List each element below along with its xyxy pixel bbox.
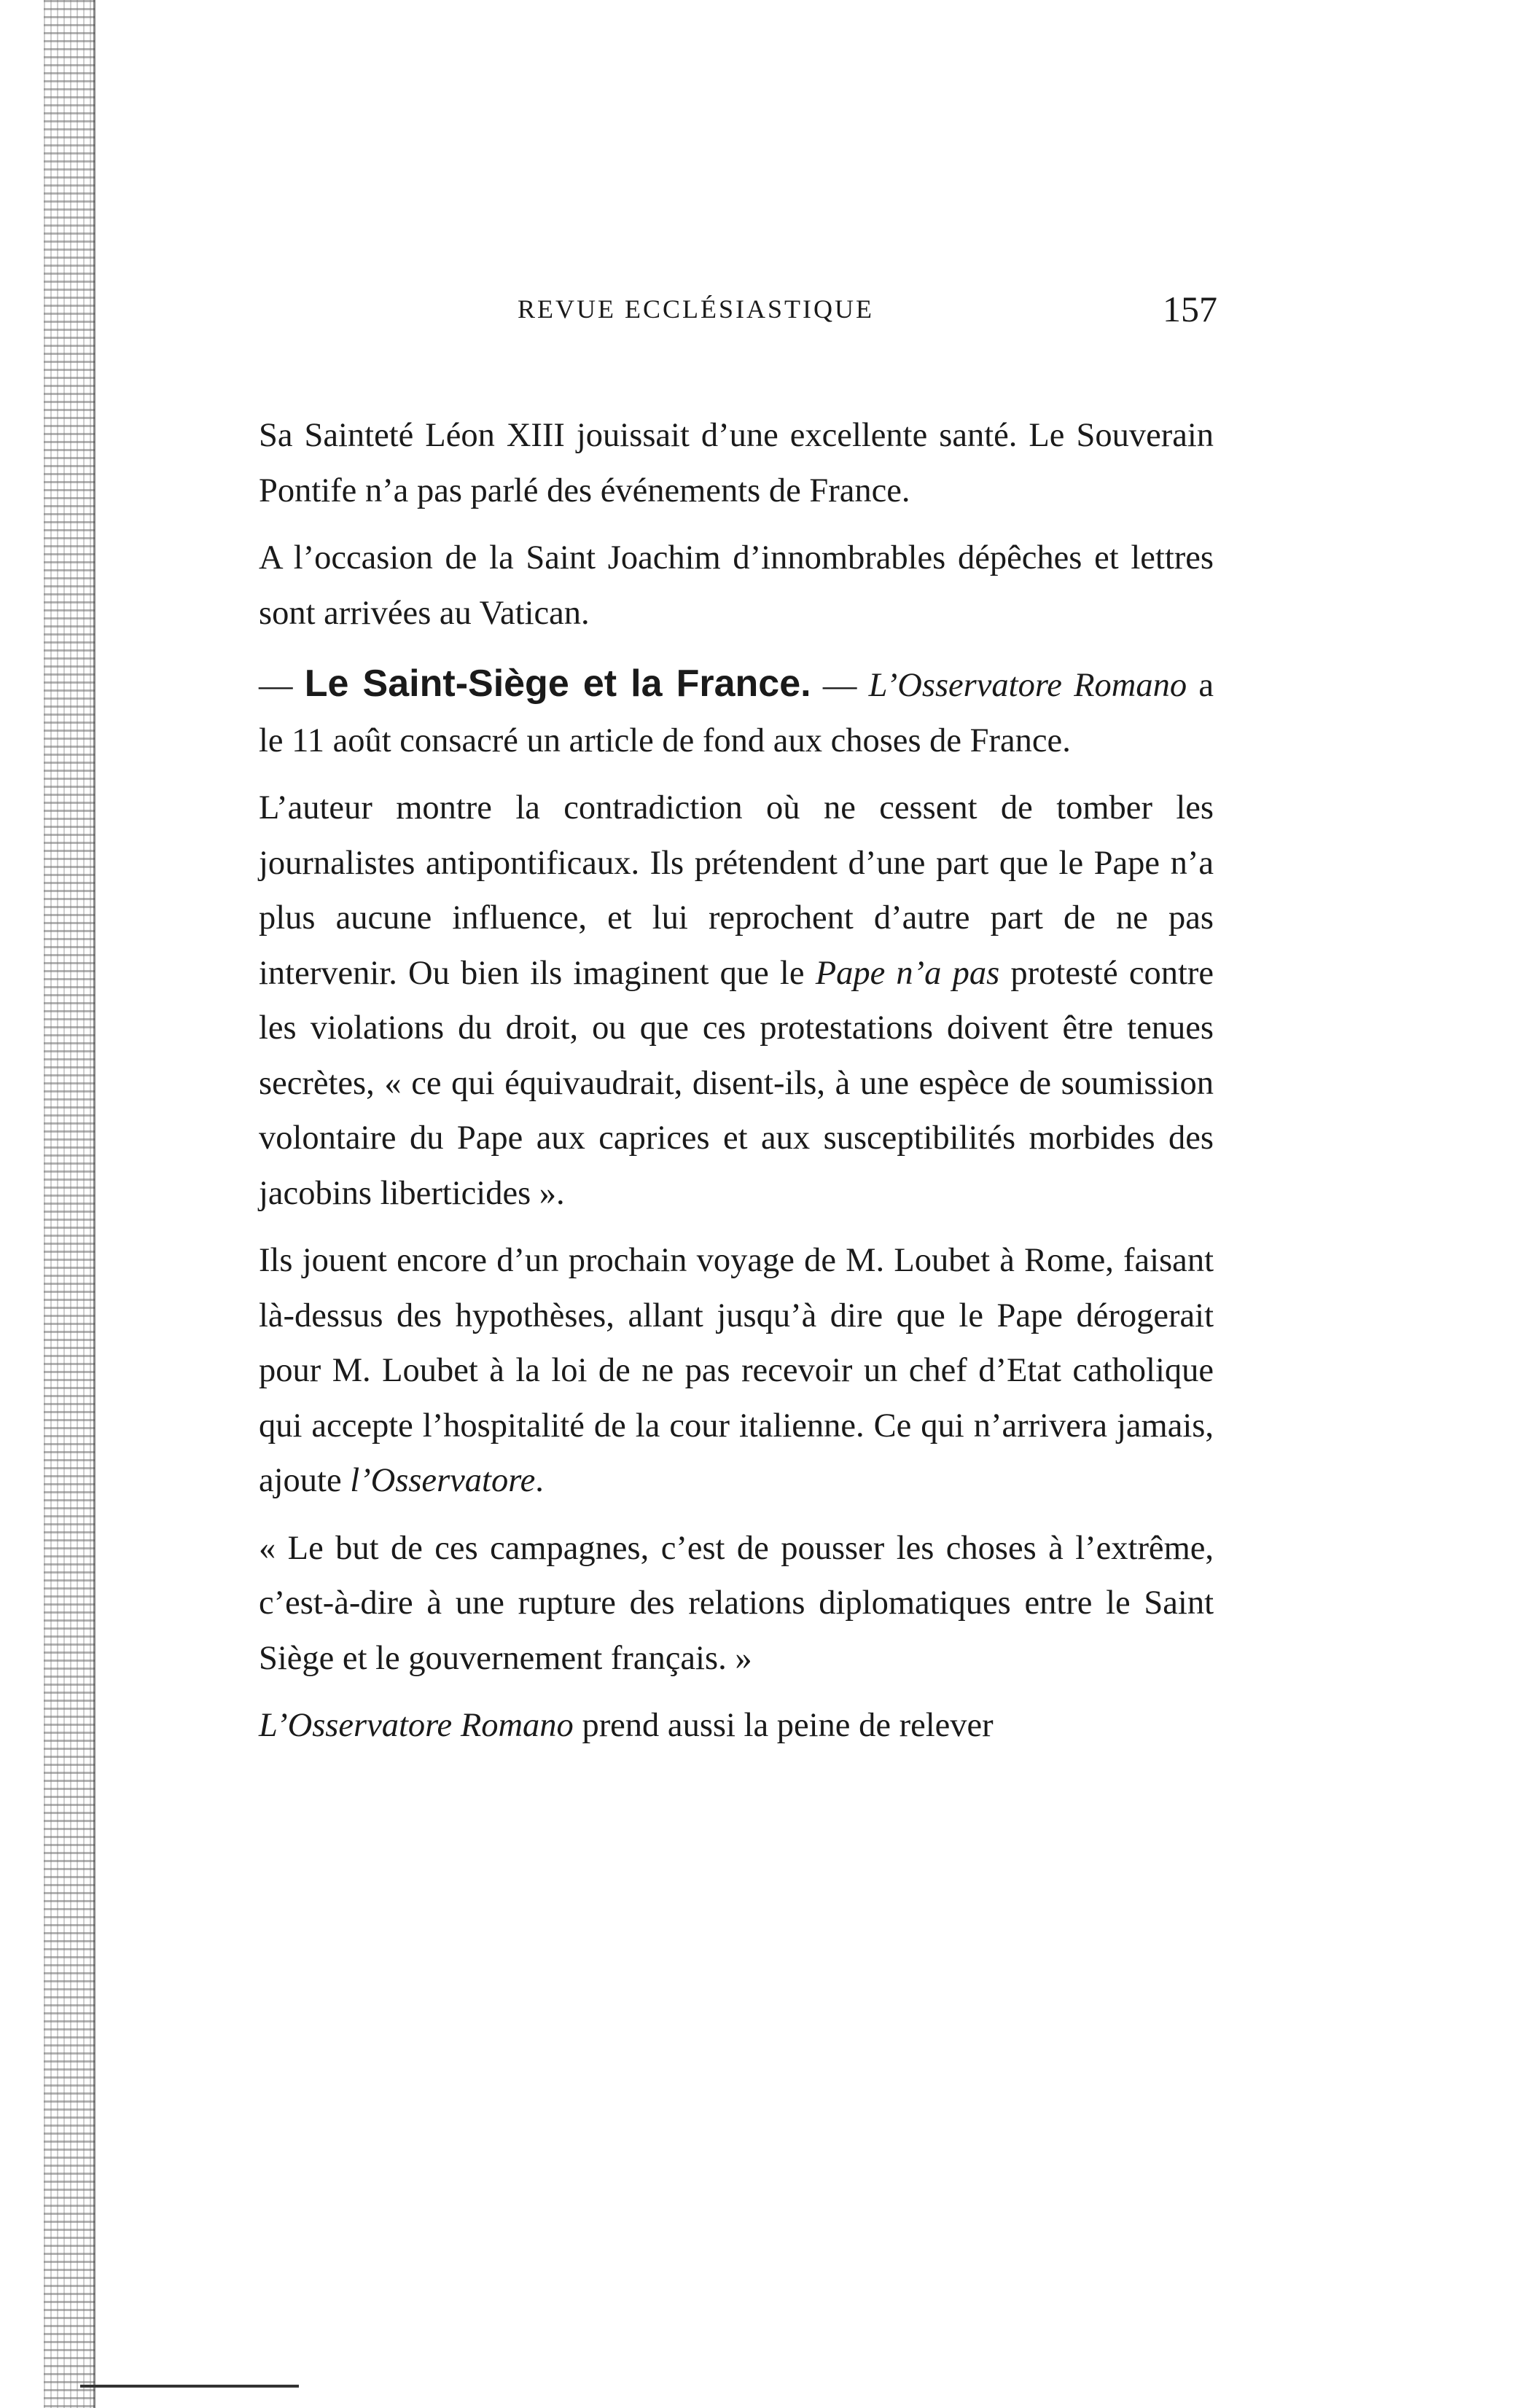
bottom-rule — [80, 2385, 299, 2388]
paragraph-2 — [259, 531, 1214, 641]
paragraph-1-text: Sa Sainteté Léon XIII jouissait d’une excellente santé. Le Souverain Pontife n’a pas parlé des événements de France. — [259, 417, 1214, 509]
paragraph-1 — [259, 408, 1214, 518]
paragraph-2-text: A l’occasion de la Saint Joachim d’innombrables dépêches et lettres sont arrivées au Vatican. — [259, 539, 1214, 632]
paragraph-5-end: . — [535, 1462, 544, 1499]
page-header — [262, 288, 1217, 332]
paragraph-4-text-b: protesté contre les violations du droit, ou que ces protestations doivent être tenues secrètes, « ce qui équivaudrait, disent-ils, à une espèce de soumission volontaire du Pape aux caprices et aux susceptibilités morbides des jacobins liberticides ». — [259, 954, 1214, 1212]
paragraph-3 — [259, 657, 1214, 768]
italic-phrase: Pape n’a pas — [815, 954, 1000, 992]
binding-edge — [44, 0, 95, 2408]
heading-dash: — — [259, 667, 305, 704]
section-heading: Le Saint-Siège et la France. — [304, 662, 811, 705]
paragraph-3-text: a le 11 août consacré un article de fond aux choses de France. — [259, 667, 1214, 759]
page-number: 157 — [1163, 289, 1217, 329]
paragraph-6 — [259, 1521, 1214, 1686]
binding-line — [93, 0, 95, 2408]
paragraph-4 — [259, 781, 1214, 1221]
running-title: REVUE ECCLÉSIASTIQUE — [518, 294, 874, 324]
paragraph-5-text: Ils jouent encore d’un prochain voyage de M. Loubet à Rome, faisant là-dessus des hypothèses, allant jusqu’à dire que le Pape dérogerait pour M. Loubet à la loi de ne pas recevoir un chef d’Etat catholique qui accepte l’hospitalité de la cour italienne. Ce qui n’arrivera jamais, ajoute — [259, 1242, 1214, 1499]
source-title: L’Osservatore Romano — [868, 667, 1187, 704]
paragraph-5 — [259, 1233, 1214, 1509]
paragraph-7-text: prend aussi la peine de relever — [573, 1707, 994, 1744]
source-title: L’Osservatore Romano — [259, 1707, 574, 1744]
paragraph-6-text: « Le but de ces campagnes, c’est de pousser les choses à l’extrême, c’est-à-dire à une rupture des relations diplomatiques entre le Saint Siège et le gouvernement français. » — [259, 1529, 1214, 1677]
body-text — [259, 408, 1214, 1766]
paragraph-7 — [259, 1698, 1214, 1754]
heading-dash-2: — — [811, 667, 869, 704]
paragraph-4-text-a: L’auteur montre la contradiction où ne cessent de tomber les journalistes antipontificaux. Ils prétendent d’une part que le Pape n’a plus aucune influence, et lui reprochent d’autre part de ne pas intervenir. Ou bien ils imaginent que le — [259, 789, 1214, 992]
source-title: l’Osservatore — [350, 1462, 536, 1499]
